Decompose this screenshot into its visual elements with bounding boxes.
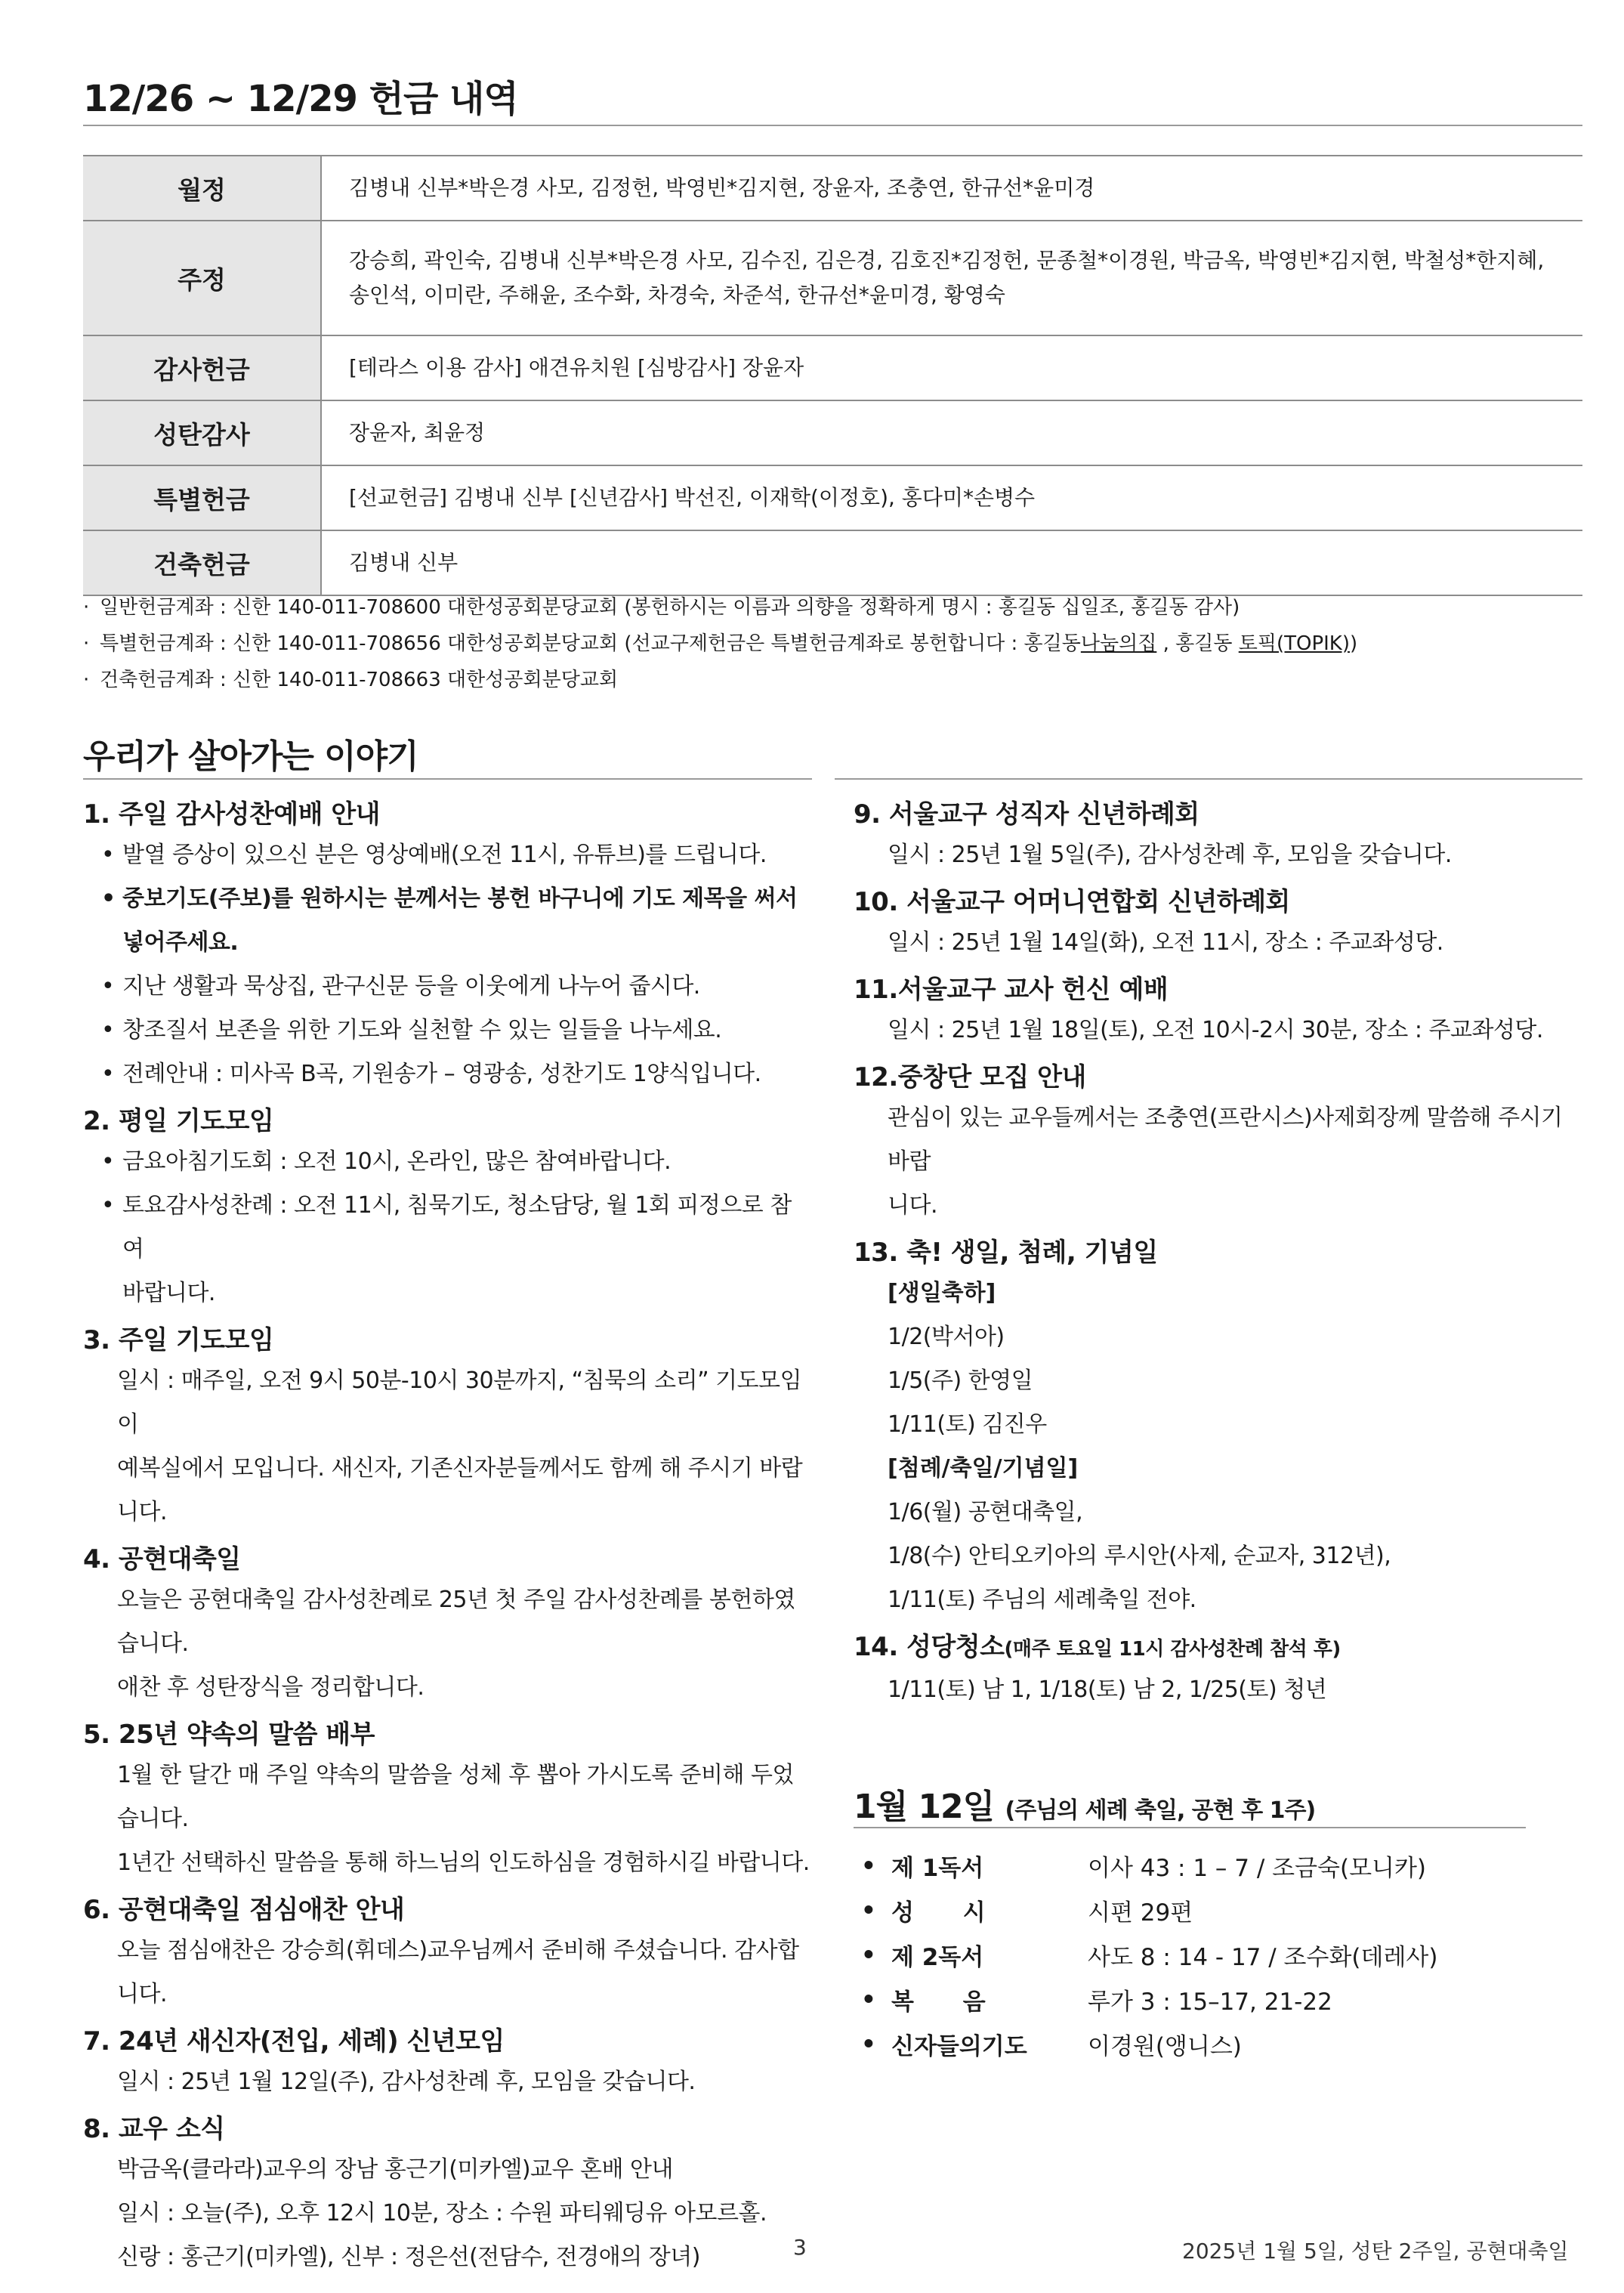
special-account: · 특별헌금계좌 : 신한 140-011-708656 대한성공회분당교회 (선교구제헌금은 특별헌금계좌로 봉헌합니다 : 홍길동나눔의집 , 홍길동 토픽(TOPIK)) xyxy=(83,632,1358,655)
story-bullet: • 중보기도(주보)를 원하시는 분께서는 봉헌 바구니에 기도 제목을 써서 넣어주세요. xyxy=(83,877,812,965)
building-account: · 건축헌금계좌 : 신한 140-011-708663 대한성공회분당교회 xyxy=(83,669,619,691)
stories-left-column xyxy=(83,790,812,2279)
story-text: 일시 : 매주일, 오전 9시 50분-10시 30분까지, “침묵의 소리” 기도모임이 xyxy=(117,1367,802,1438)
row-label: 건축헌금 xyxy=(83,530,321,595)
reading-value: 이경원(앵니스) xyxy=(1088,2033,1242,2060)
story-heading: 5. 25년 약속의 말씀 배부 xyxy=(83,1720,375,1750)
stories-right-column xyxy=(854,790,1582,1712)
story-heading: 12.중창단 모집 안내 xyxy=(854,1062,1086,1092)
story-heading: 2. 평일 기도모임 xyxy=(83,1106,274,1136)
row-label: 성탄감사 xyxy=(83,400,321,465)
right-divider xyxy=(835,778,1582,780)
story-text: 관심이 있는 교우들께서는 조충연(프란시스)사제회장께 말씀해 주시기 바랍 xyxy=(888,1105,1563,1175)
sharing-house-link: 나눔의집 xyxy=(1080,632,1157,655)
row-label: 월정 xyxy=(83,156,321,221)
row-value: 김병내 신부*박은경 사모, 김정헌, 박영빈*김지현, 장윤자, 조충연, 한규선*윤미경 xyxy=(349,175,1095,200)
account-info xyxy=(83,589,1582,698)
story-text: 오늘 점심애찬은 강승희(휘데스)교우님께서 준비해 주셨습니다. 감사합니다. xyxy=(117,1937,799,2007)
reading-row: • 성 시 시편 29편 xyxy=(861,1888,1579,1933)
story-heading: 14. 성당청소(매주 토요일 11시 감사성찬례 참석 후) xyxy=(854,1632,1341,1662)
reading-label: 복 음 xyxy=(891,1989,986,2016)
story-text: 오늘은 공현대축일 감사성찬례로 25년 첫 주일 감사성찬례를 봉헌하였습니다. xyxy=(117,1587,795,1657)
reading-row: • 제 1독서 이사 43 : 1 – 7 / 조금숙(모니카) xyxy=(861,1843,1579,1888)
story-text: 일시 : 25년 1월 12일(주), 감사성찬례 후, 모임을 갖습니다. xyxy=(117,2069,696,2095)
row-value: 김병내 신부 xyxy=(349,550,458,575)
topik-link: 토픽(TOPIK) xyxy=(1238,632,1350,655)
row-label: 주정 xyxy=(83,221,321,335)
story-heading: 3. 주일 기도모임 xyxy=(83,1325,274,1355)
reading-label: 제 1독서 xyxy=(891,1855,984,1882)
reading-value: 이사 43 : 1 – 7 / 조금숙(모니카) xyxy=(1088,1855,1427,1882)
story-text: 니다. xyxy=(888,1192,937,1219)
story-bullet: • 지난 생활과 묵상집, 관구신문 등을 이웃에게 나누어 줍시다. xyxy=(83,965,812,1009)
reading-value: 시편 29편 xyxy=(1088,1899,1193,1927)
reading-label: 성 시 xyxy=(891,1899,986,1927)
row-label: 감사헌금 xyxy=(83,335,321,400)
page-number: 3 xyxy=(793,2235,807,2260)
story-heading: 13. 축! 생일, 첨례, 기념일 xyxy=(854,1238,1158,1268)
story-text: 1년간 선택하신 말씀을 통해 하느님의 인도하심을 경험하시길 바랍니다. xyxy=(117,1850,810,1876)
offering-title: 12/26 ~ 12/29 헌금 내역 xyxy=(83,78,518,120)
story-bullet: • 금요아침기도회 : 오전 10시, 온라인, 많은 참여바랍니다. xyxy=(83,1140,812,1184)
story-heading: 1. 주일 감사성찬예배 안내 xyxy=(83,799,381,830)
birthday-item: 1/2(박서아) xyxy=(888,1324,1005,1350)
stories-title: 우리가 살아가는 이야기 xyxy=(83,737,418,776)
feast-item: 1/8(수) 안티오키아의 루시안(사제, 순교자, 312년), xyxy=(888,1543,1391,1569)
reading-label: 제 2독서 xyxy=(891,1944,984,1971)
story-text: 1/11(토) 남 1, 1/18(토) 남 2, 1/25(토) 청년 xyxy=(888,1676,1327,1703)
table-row xyxy=(83,400,1582,465)
table-row xyxy=(83,156,1582,221)
story-text: 1월 한 달간 매 주일 약속의 말씀을 성체 후 뽑아 가시도록 준비해 두었습니다. xyxy=(117,1762,794,1832)
row-label: 특별헌금 xyxy=(83,465,321,530)
story-text: 애찬 후 성탄장식을 정리합니다. xyxy=(117,1674,425,1701)
story-heading: 11.서울교구 교사 헌신 예배 xyxy=(854,975,1169,1005)
table-row xyxy=(83,335,1582,400)
story-text: 예복실에서 모입니다. 새신자, 기존신자분들께서도 함께 해 주시기 바랍 xyxy=(117,1455,803,1482)
story-heading: 8. 교우 소식 xyxy=(83,2114,225,2144)
story-text: 니다. xyxy=(117,1499,167,1525)
readings-title: 1월 12일 (주님의 세례 축일, 공현 후 1주) xyxy=(854,1788,1316,1826)
feast-item: 1/11(토) 주님의 세례축일 전야. xyxy=(888,1587,1196,1613)
reading-value: 사도 8 : 14 - 17 / 조수화(데레사) xyxy=(1088,1944,1438,1971)
reading-value: 루가 3 : 15–17, 21-22 xyxy=(1088,1989,1332,2016)
table-row xyxy=(83,465,1582,530)
story-heading: 7. 24년 새신자(전입, 세례) 신년모임 xyxy=(83,2026,505,2057)
birthday-item: 1/5(주) 한영일 xyxy=(888,1367,1033,1394)
readings-list xyxy=(861,1843,1579,2066)
footer-date: 2025년 1월 5일, 성탄 2주일, 공현대축일 xyxy=(1182,2239,1569,2264)
row-value: 강승희, 곽인숙, 김병내 신부*박은경 사모, 김수진, 김은경, 김호진*김정헌, 문종철*이경원, 박금옥, 박영빈*김지현, 박철성*한지혜, 송인석, 이미란, 주해윤, 조수화, 차경숙, 차준석, 한규선*윤미경, 황영숙 xyxy=(349,248,1545,307)
reading-row: • 신자들의기도 이경원(앵니스) xyxy=(861,2022,1579,2066)
story-text: 박금옥(클라라)교우의 장남 홍근기(미카엘)교우 혼배 안내 xyxy=(117,2156,674,2183)
story-text: 일시 : 오늘(주), 오후 12시 10분, 장소 : 수원 파티웨딩유 아모르홀. xyxy=(117,2200,767,2227)
reading-row: • 제 2독서 사도 8 : 14 - 17 / 조수화(데레사) xyxy=(861,1933,1579,1977)
table-row xyxy=(83,530,1582,595)
reading-row: • 복 음 루가 3 : 15–17, 21-22 xyxy=(861,1977,1579,2022)
title-divider xyxy=(83,125,1582,126)
story-text: 일시 : 25년 1월 5일(주), 감사성찬례 후, 모임을 갖습니다. xyxy=(888,842,1452,868)
offering-table xyxy=(83,155,1582,596)
story-heading: 6. 공현대축일 점심애찬 안내 xyxy=(83,1895,405,1925)
readings-divider xyxy=(854,1827,1526,1828)
story-heading: 4. 공현대축일 xyxy=(83,1544,241,1575)
table-row xyxy=(83,221,1582,335)
row-value: [테라스 이용 감사] 애견유치원 [심방감사] 장윤자 xyxy=(349,355,804,380)
story-heading: 9. 서울교구 성직자 신년하례회 xyxy=(854,799,1199,830)
general-account: · 일반헌금계좌 : 신한 140-011-708600 대한성공회분당교회 (봉헌하시는 이름과 의향을 정확하게 명시 : 홍길동 십일조, 홍길동 감사) xyxy=(83,596,1240,619)
left-divider xyxy=(83,778,812,780)
row-value: 장윤자, 최윤정 xyxy=(349,420,486,445)
story-text: 신랑 : 홍근기(미카엘), 신부 : 정은선(전담수, 전경애의 장녀) xyxy=(117,2244,700,2270)
row-value: [선교헌금] 김병내 신부 [신년감사] 박선진, 이재학(이정호), 홍다미*손병수 xyxy=(349,485,1036,510)
story-text: 일시 : 25년 1월 14일(화), 오전 11시, 장소 : 주교좌성당. xyxy=(888,929,1443,956)
story-bullet: • 전례안내 : 미사곡 B곡, 기원송가 – 영광송, 성찬기도 1양식입니다. xyxy=(83,1052,812,1096)
birthday-item: 1/11(토) 김진우 xyxy=(888,1411,1047,1438)
story-heading: 10. 서울교구 어머니연합회 신년하례회 xyxy=(854,887,1290,917)
feast-heading: [첨례/축일/기념일] xyxy=(888,1455,1079,1482)
story-bullet: • 발열 증상이 있으신 분은 영상예배(오전 11시, 유튜브)를 드립니다. xyxy=(83,833,812,877)
story-bullet: • 창조질서 보존을 위한 기도와 실천할 수 있는 일들을 나누세요. xyxy=(83,1009,812,1052)
feast-item: 1/6(월) 공현대축일, xyxy=(888,1499,1083,1525)
story-bullet: • 토요감사성찬례 : 오전 11시, 침묵기도, 청소담당, 월 1회 피정으로 참여 바랍니다. xyxy=(83,1184,812,1315)
reading-label: 신자들의기도 xyxy=(891,2033,1027,2060)
birthday-heading: [생일축하] xyxy=(888,1280,996,1306)
story-text: 일시 : 25년 1월 18일(토), 오전 10시-2시 30분, 장소 : 주교좌성당. xyxy=(888,1017,1543,1043)
